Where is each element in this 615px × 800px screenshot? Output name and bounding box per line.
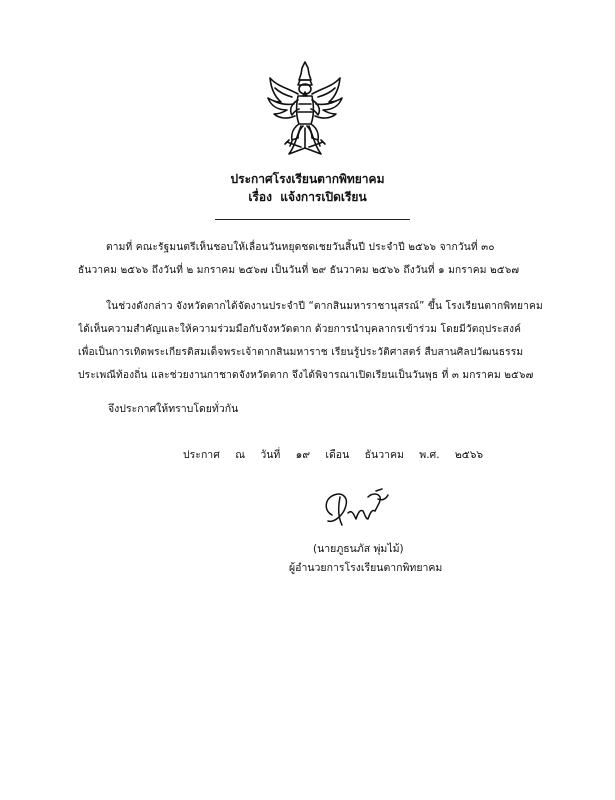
subject-text: แจ้งการเปิดเรียน <box>280 190 367 204</box>
paragraph-line: ธันวาคม ๒๕๖๖ ถึงวันที่ ๒ มกราคม ๒๕๖๗ เป็นวันที่ ๒๙ ธันวาคม ๒๕๖๖ ถึงวันที่ ๑ มกราคม ๒๕๖๗ <box>78 265 520 276</box>
title-divider <box>215 219 410 220</box>
announced-label: ประกาศ <box>183 449 220 461</box>
signer-name: (นายภูธนภัส พุ่มไม้) <box>313 543 404 555</box>
paragraph-line: ในช่วงดังกล่าว จังหวัดตากได้จัดงานประจำปี “ตากสินมหาราชานุสรณ์” ขึ้น โรงเรียนตากพิทยาคม <box>106 301 543 312</box>
garuda-emblem-icon <box>265 58 345 158</box>
announcement-title: ประกาศโรงเรียนตากพิทยาคม <box>230 172 385 186</box>
paragraph-line: ประเพณีท้องถิ่น และช่วยงานกาชาดจังหวัดตาก จึงได้พิจารณาเปิดเรียนเป็นวันพุธ ที่ ๓ มกราคม ๒๕๖๗ <box>78 370 534 381</box>
month-label: เดือน <box>325 449 350 461</box>
announcement-header <box>0 170 615 206</box>
at-label: ณ <box>235 449 245 461</box>
paragraph-line: ตามที่ คณะรัฐมนตรีเห็นชอบให้เลื่อนวันหยุดชดเชยวันสิ้นปี ประจำปี ๒๕๖๖ จากวันที่ ๓๐ <box>106 242 495 253</box>
announcement-date <box>183 446 495 463</box>
paragraph-line: ได้เห็นความสำคัญและให้ความร่วมมือกับจังหวัดตาก ด้วยการนำบุคลากรเข้าร่วม โดยมีวัตถุประสงค์ <box>78 324 522 335</box>
handwritten-signature-icon <box>318 485 398 535</box>
day-value: ๑๙ <box>295 449 311 461</box>
paragraph-line: เพื่อเป็นการเทิดพระเกียรติสมเด็จพระเจ้าตากสินมหาราช เรียนรู้ประวัติศาสตร์ สืบสานศิลปวัฒนธรรม <box>78 347 524 358</box>
paragraph-2 <box>78 295 553 387</box>
month-value: ธันวาคม <box>364 449 404 461</box>
closing-statement: จึงประกาศให้ทราบโดยทั่วกัน <box>108 403 239 415</box>
day-label: วันที่ <box>260 449 281 461</box>
paragraph-1 <box>78 236 553 282</box>
signer-position: ผู้อำนวยการโรงเรียนตากพิทยาคม <box>289 562 443 574</box>
announcement-subject-line <box>0 188 615 206</box>
era-label: พ.ศ. <box>419 449 440 461</box>
subject-label: เรื่อง <box>248 190 272 204</box>
year-value: ๒๕๖๖ <box>454 449 484 461</box>
